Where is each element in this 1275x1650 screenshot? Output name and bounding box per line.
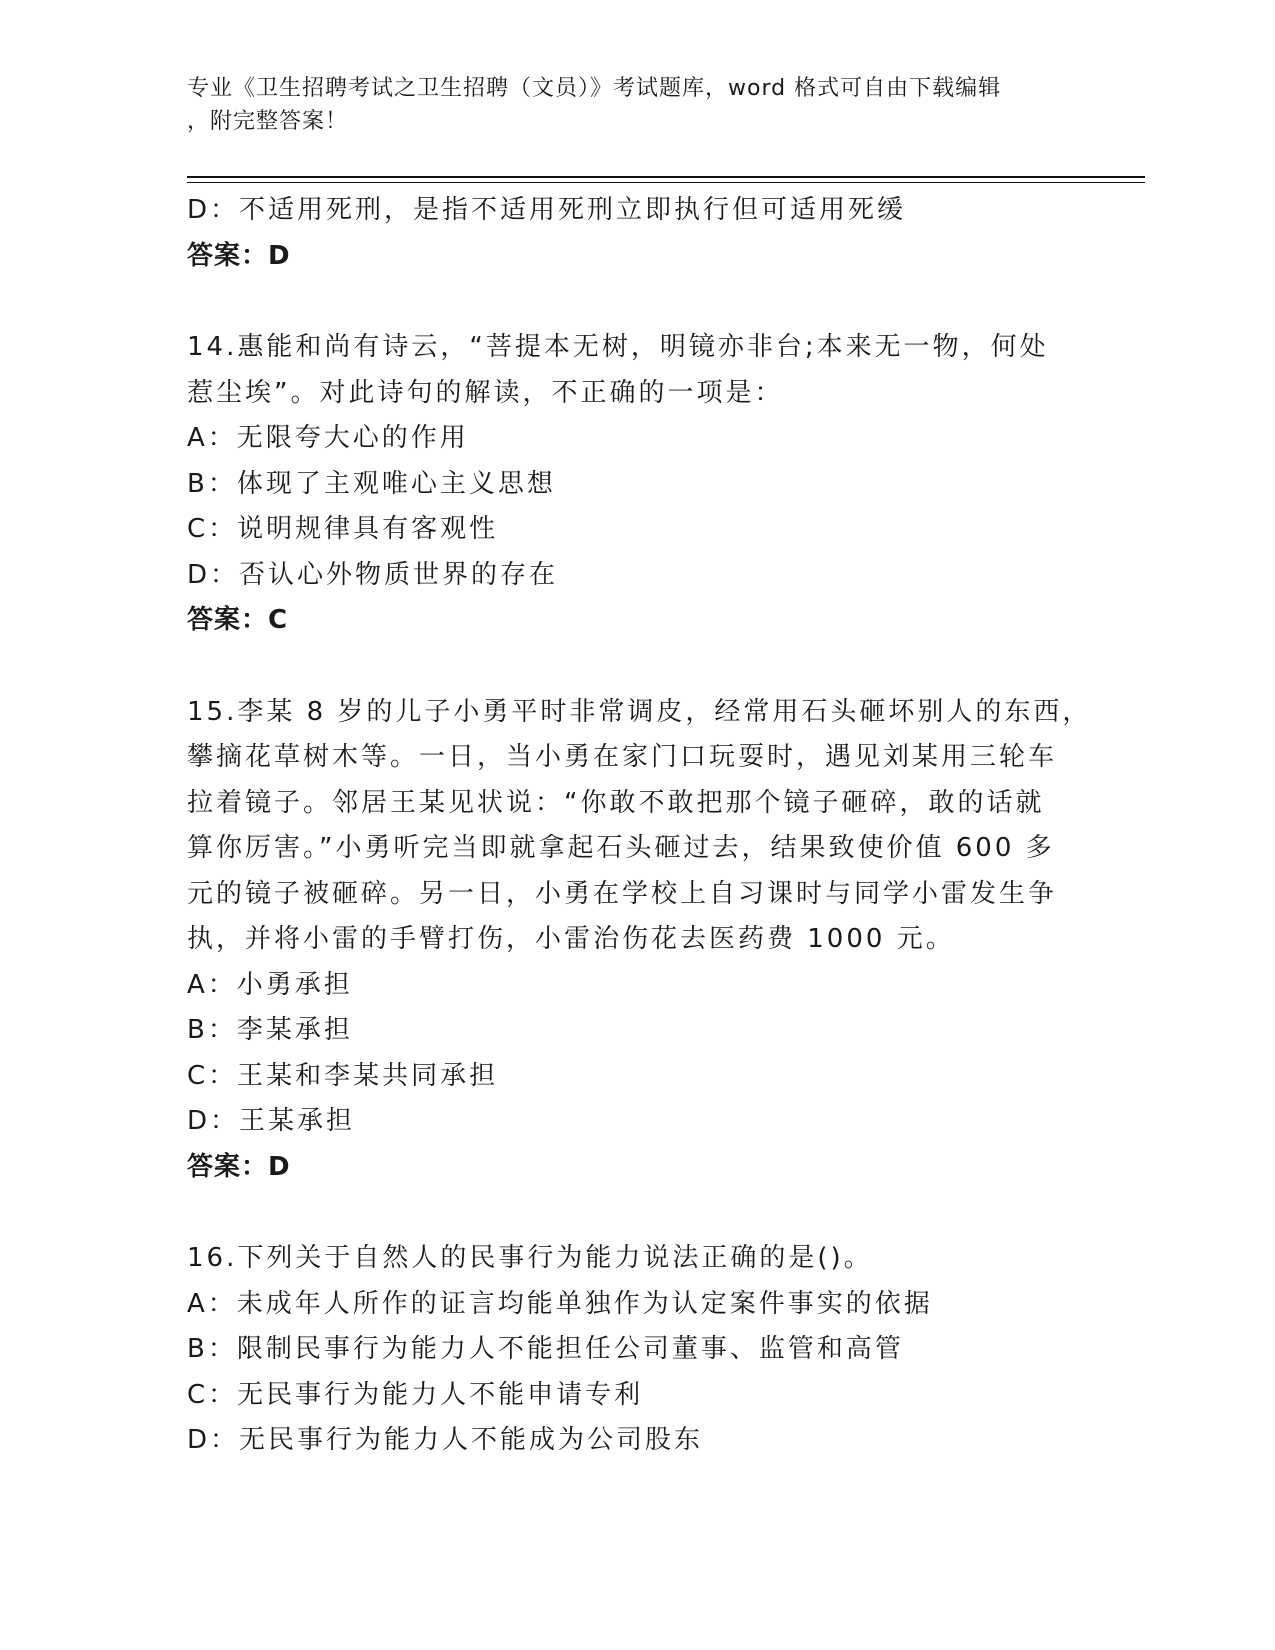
header-divider-thin xyxy=(187,182,1145,183)
question-content xyxy=(187,188,1092,1464)
q16-option-d: D：无民事行为能力人不能成为公司股东 xyxy=(187,1425,704,1455)
q15-stem-line-4: 算你厉害。”小勇听完当即就拿起石头砸过去，结果致使价值 600 多 xyxy=(187,833,1055,863)
q14-option-a: A：无限夸大心的作用 xyxy=(187,423,469,453)
q15-option-b: B：李某承担 xyxy=(187,1015,353,1045)
q15-answer: 答案：D xyxy=(187,1151,291,1182)
header-line-2: ，附完整答案！ xyxy=(187,109,349,134)
spacer xyxy=(187,644,1087,690)
q15-stem-line-1: 15.李某 8 岁的儿子小勇平时非常调皮，经常用石头砸坏别人的东西， xyxy=(187,696,1092,727)
q16-option-b: B：限制民事行为能力人不能担任公司董事、监管和高管 xyxy=(187,1334,904,1364)
prev-option-d: D：不适用死刑，是指不适用死刑立即执行但可适用死缓 xyxy=(187,195,907,225)
q15-stem-line-3: 拉着镜子。邻居王某见状说：“你敢不敢把那个镜子砸碎，敢的话就 xyxy=(187,787,1045,818)
q15-stem-line-2: 攀摘花草树木等。一日，当小勇在家门口玩耍时，遇见刘某用三轮车 xyxy=(187,742,1058,772)
spacer xyxy=(187,1190,1087,1236)
spacer xyxy=(187,279,1087,325)
q15-option-d: D：王某承担 xyxy=(187,1106,356,1136)
prev-answer: 答案：D xyxy=(187,240,291,271)
q15-option-c: C：王某和李某共同承担 xyxy=(187,1060,499,1091)
q15-stem-line-5: 元的镜子被砸碎。另一日，小勇在学校上自习课时与同学小雷发生争 xyxy=(187,878,1058,909)
q14-option-d: D：否认心外物质世界的存在 xyxy=(187,559,559,590)
q14-stem-line-2: 惹尘埃”。对此诗句的解读，不正确的一项是： xyxy=(187,377,784,408)
question-16 xyxy=(187,1236,1087,1464)
q16-option-c: C：无民事行为能力人不能申请专利 xyxy=(187,1379,644,1410)
q15-stem-line-6: 执，并将小雷的手臂打伤，小雷治伤花去医药费 1000 元。 xyxy=(187,924,955,954)
q14-option-c: C：说明规律具有客观性 xyxy=(187,514,499,544)
header-divider-thick xyxy=(187,176,1145,178)
header-line-1: 专业《卫生招聘考试之卫生招聘（文员）》考试题库，word 格式可自由下载编辑 xyxy=(187,76,1002,101)
question-14 xyxy=(187,325,1087,644)
q14-answer: 答案：C xyxy=(187,605,289,635)
q16-stem: 16.下列关于自然人的民事行为能力说法正确的是()。 xyxy=(187,1243,873,1273)
question-15 xyxy=(187,690,1092,1191)
q16-option-a: A：未成年人所作的证言均能单独作为认定案件事实的依据 xyxy=(187,1288,933,1319)
document-header xyxy=(187,72,1067,138)
q14-option-b: B：体现了主观唯心主义思想 xyxy=(187,468,556,499)
q15-option-a: A：小勇承担 xyxy=(187,969,353,1000)
q14-stem-line-1: 14.惠能和尚有诗云，“菩提本无树，明镜亦非台;本来无一物，何处 xyxy=(187,332,1049,362)
